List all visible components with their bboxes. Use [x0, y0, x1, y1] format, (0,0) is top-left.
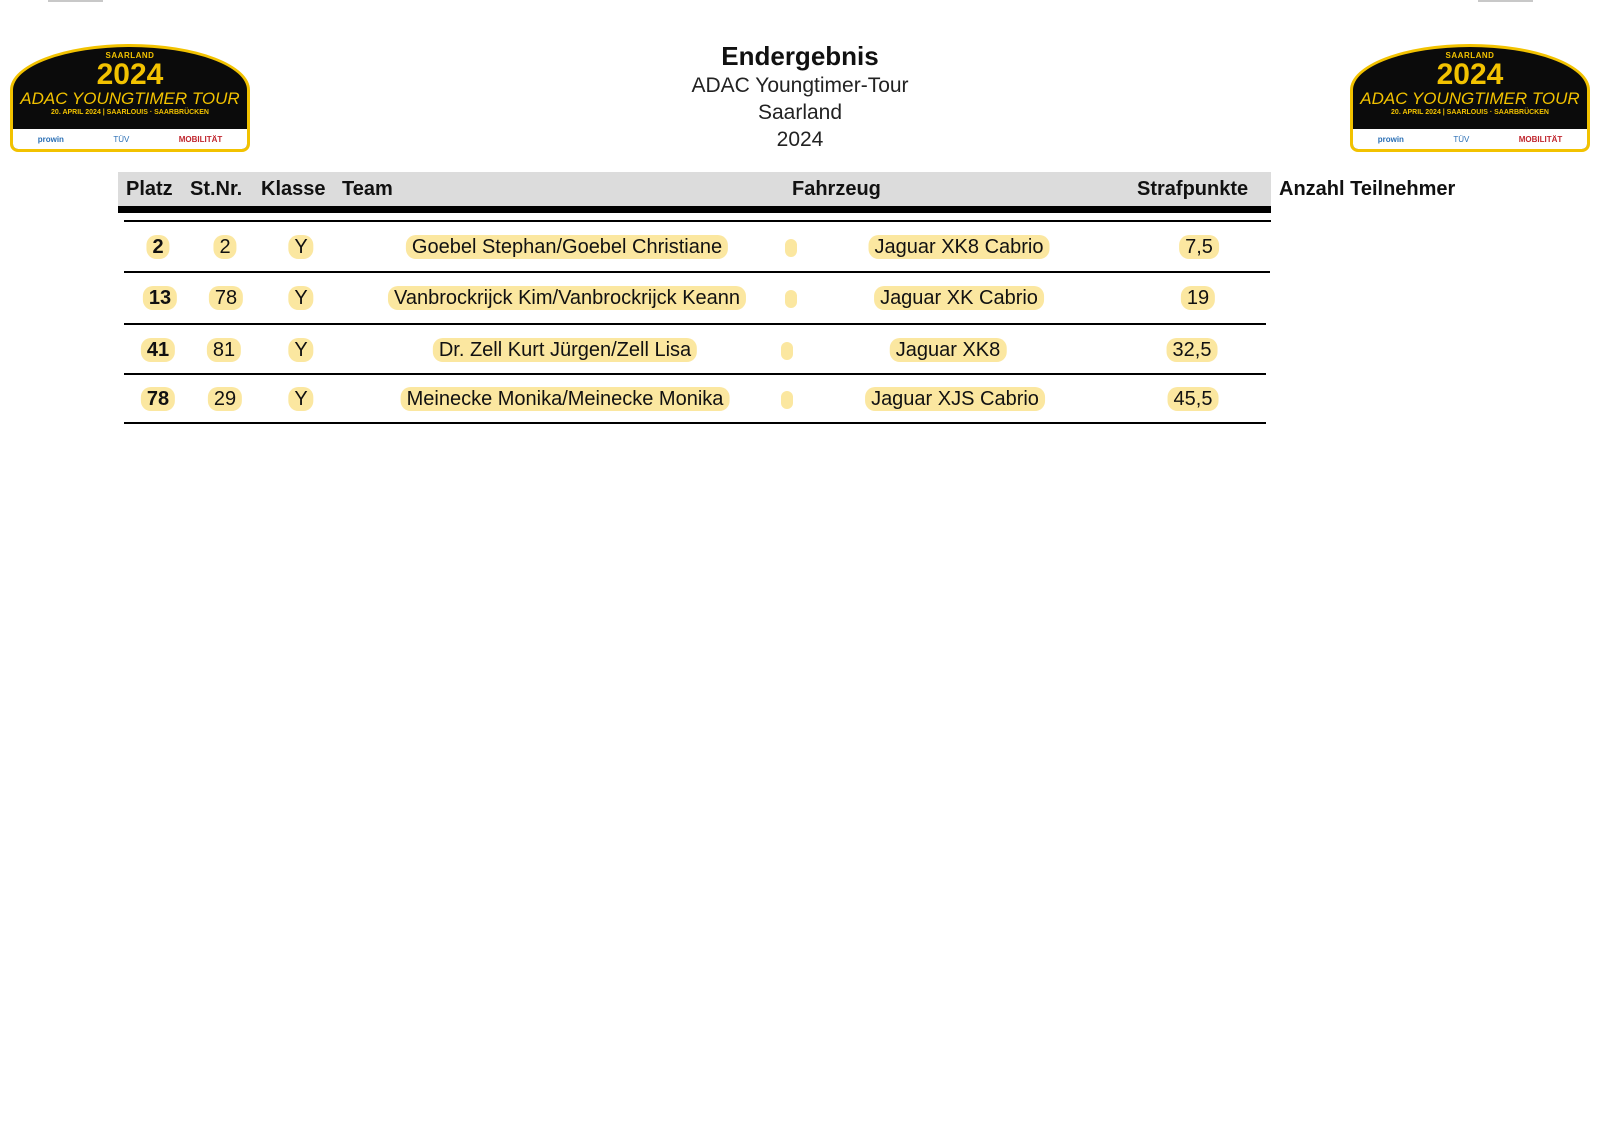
column-header-strafpunkte: Strafpunkte: [1137, 178, 1249, 200]
column-header-anzahl-teilnehmer: Anzahl Teilnehmer: [1279, 178, 1456, 200]
cell-team: Goebel Stephan/Goebel Christiane: [406, 235, 728, 259]
logo-title: ADAC YOUNGTIMER TOUR: [20, 89, 240, 108]
cell-klasse: Y: [288, 338, 313, 362]
cell-team: Meinecke Monika/Meinecke Monika: [401, 387, 730, 411]
logo-region-text: SAARLAND: [105, 51, 155, 60]
logo-date: 20. APRIL 2024 | SAARLOUIS · SAARBRÜCKEN: [51, 109, 209, 116]
sponsor-tuv-logo: TÜV: [1453, 134, 1470, 144]
event-region: Saarland: [757, 101, 843, 124]
empty-cell-marker: [781, 342, 793, 360]
sponsor-prowin-logo: prowin: [37, 134, 64, 144]
header-divider: [124, 220, 1271, 222]
logo-sponsor-strip: [13, 129, 247, 149]
sponsor-mobility-logo: MOBILITÄT: [1518, 134, 1563, 144]
logo-title: ADAC YOUNGTIMER TOUR: [1360, 89, 1580, 108]
logo-region-text: SAARLAND: [1445, 51, 1495, 60]
cell-fahrzeug: Jaguar XK8: [890, 338, 1007, 362]
cell-stnr: 29: [208, 387, 242, 411]
cell-strafpunkte: 45,5: [1168, 387, 1219, 411]
column-header-fahrzeug: Fahrzeug: [792, 178, 881, 200]
cell-klasse: Y: [288, 235, 313, 259]
logo-year: 2024: [96, 58, 164, 91]
cell-strafpunkte: 19: [1181, 286, 1215, 310]
event-logo-left: [10, 44, 250, 152]
row-divider: [124, 323, 1266, 325]
empty-cell-marker: [781, 391, 793, 409]
cell-stnr: 81: [207, 338, 241, 362]
column-header-klasse: Klasse: [261, 178, 326, 200]
event-name: ADAC Youngtimer-Tour: [691, 74, 909, 97]
cell-platz: 41: [141, 338, 175, 362]
cell-platz: 78: [141, 387, 175, 411]
cell-klasse: Y: [288, 286, 313, 310]
sponsor-mobility-logo: MOBILITÄT: [178, 134, 223, 144]
document-heading: [600, 40, 1000, 153]
sponsor-tuv-logo: TÜV: [113, 134, 130, 144]
cell-team: Vanbrockrijck Kim/Vanbrockrijck Keann: [388, 286, 746, 310]
cell-strafpunkte: 32,5: [1167, 338, 1218, 362]
cell-stnr: 78: [209, 286, 243, 310]
cell-klasse: Y: [288, 387, 313, 411]
row-divider: [124, 271, 1270, 273]
empty-cell-marker: [785, 290, 797, 308]
row-divider: [124, 422, 1266, 424]
page-edge-mark-right: [1478, 0, 1533, 2]
sponsor-prowin-logo: prowin: [1377, 134, 1404, 144]
cell-team: Dr. Zell Kurt Jürgen/Zell Lisa: [433, 338, 697, 362]
logo-date: 20. APRIL 2024 | SAARLOUIS · SAARBRÜCKEN: [1391, 109, 1549, 116]
event-logo-right: [1350, 44, 1590, 152]
cell-fahrzeug: Jaguar XJS Cabrio: [865, 387, 1045, 411]
document-title: Endergebnis: [721, 41, 879, 71]
logo-year: 2024: [1436, 58, 1504, 91]
page-edge-mark-left: [48, 0, 103, 2]
cell-fahrzeug: Jaguar XK8 Cabrio: [869, 235, 1050, 259]
row-divider: [124, 373, 1266, 375]
cell-platz: 2: [146, 235, 169, 259]
column-header-platz: Platz: [126, 178, 173, 200]
cell-strafpunkte: 7,5: [1179, 235, 1219, 259]
column-header-stnr: St.Nr.: [190, 178, 243, 200]
cell-stnr: 2: [213, 235, 236, 259]
column-header-team: Team: [342, 178, 393, 200]
event-year: 2024: [776, 128, 824, 151]
cell-fahrzeug: Jaguar XK Cabrio: [874, 286, 1044, 310]
logo-sponsor-strip: [1353, 129, 1587, 149]
empty-cell-marker: [785, 239, 797, 257]
results-table-header: [118, 172, 1271, 213]
cell-platz: 13: [143, 286, 177, 310]
